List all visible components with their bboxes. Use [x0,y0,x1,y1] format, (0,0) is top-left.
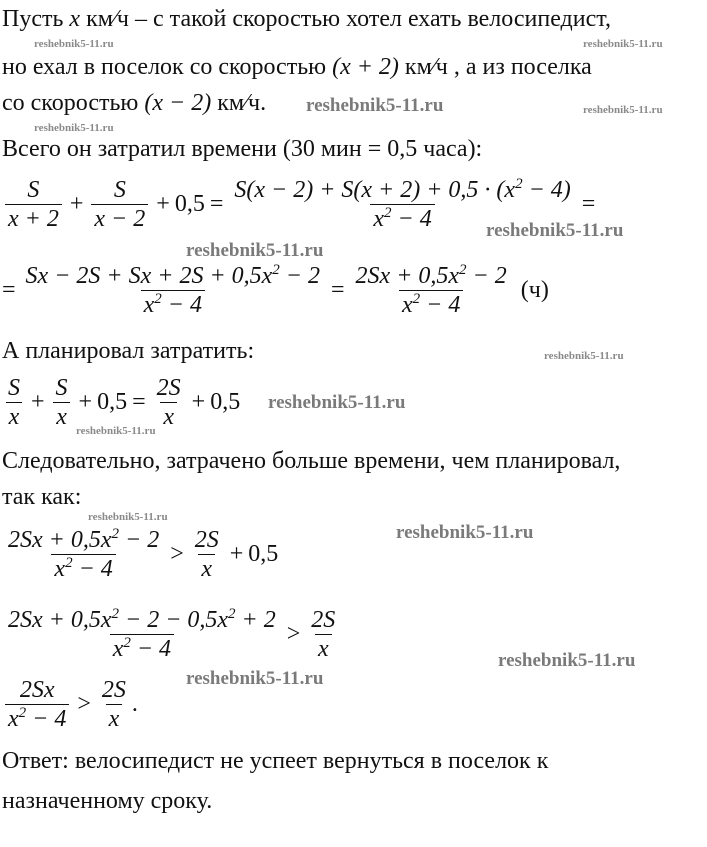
watermark-text: reshebnik5-11.ru [34,122,114,134]
watermark-text: reshebnik5-11.ru [306,95,444,116]
text-line-3: со скоростью (x − 2) км⁄ч. [2,90,267,116]
watermark-text: reshebnik5-11.ru [498,650,636,671]
fraction: $\frac{2Sx + 0,5x^2 - 2}{x^2 - 4}$ [8,526,160,582]
answer-line-2: назначенному сроку. [2,788,213,814]
fraction: $\frac{S}{x}$ [5,374,23,431]
watermark-text: reshebnik5-11.ru [76,425,156,437]
inequality-1: $\frac{2Sx + 0,5x^2 - 2}{x^2 - 4}$ > $\frac{2S}{x}$ + 0,5 [2,526,278,583]
inequality-2: $\frac{2Sx + 0,5x^2 - 2 - 0,5x^2 + 2}{x^2 - 4}$ > $\frac{2S}{x}$ [2,606,341,663]
watermark-text: reshebnik5-11.ru [583,38,663,50]
watermark-text: reshebnik5-11.ru [486,220,624,241]
text-line-2: но ехал в поселок со скоростью (x + 2) км⁄ч , а из поселка [2,54,592,80]
fraction: $\frac{2S}{x}$ [101,677,126,732]
fraction: $\frac{2S}{x}$ [194,527,219,582]
answer-line-1: Ответ: велосипедист не успеет вернуться в поселок к [2,748,549,774]
text-line-1: Пусть x км⁄ч – с такой скоростью хотел ехать велосипедист, [2,6,611,32]
watermark-text: reshebnik5-11.ru [583,104,663,116]
fraction: $\frac{S}{x}$ [53,374,71,431]
fraction: $\frac{S}{x - 2}$ [91,176,148,233]
equation-time-simplified: = $\frac{Sx - 2S + Sx + 2S + 0,5x^2 - 2}{x^2 - 4}$ = $\frac{2Sx + 0,5x^2 - 2}{x^2 - 4}$ (ч) [2,262,549,318]
inequality-3: $\frac{2Sx}{x^2 - 4}$ > $\frac{2S}{x}$ . [2,676,138,733]
fraction: $\frac{2S}{x}$ [156,375,181,430]
fraction: $\frac{2Sx + 0,5x^2 - 2 - 0,5x^2 + 2}{x^2 - 4}$ [8,606,276,662]
text-line-6: Следовательно, затрачено больше времени, чем планировал, [2,448,621,474]
watermark-text: reshebnik5-11.ru [544,350,624,362]
fraction: $\frac{2Sx + 0,5x^2 - 2}{x^2 - 4}$ [355,262,507,318]
fraction: $\frac{S(x - 2) + S(x + 2) + 0,5 \cdot (x^2 - 4)}{x^2 - 4}$ [234,176,571,232]
equation-time-actual: $\frac{S}{x + 2}$ + $\frac{S}{x - 2}$ + 0,5 = $\frac{S(x - 2) + S(x + 2) + 0,5 \cdot (x^2 - 4)}{x^2 - 4}$ = [2,176,600,233]
text-line-7: так как: [2,484,82,510]
equation-time-planned: $\frac{S}{x}$ + $\frac{S}{x}$ + 0,5 = $\frac{2S}{x}$ + 0,5 [2,374,240,431]
fraction: $\frac{S}{x + 2}$ [5,176,62,233]
text-line-5: А планировал затратить: [2,338,255,364]
fraction: $\frac{Sx - 2S + Sx + 2S + 0,5x^2 - 2}{x^2 - 4}$ [25,262,320,318]
watermark-text: reshebnik5-11.ru [396,522,534,543]
watermark-text: reshebnik5-11.ru [88,511,168,523]
text-line-4: Всего он затратил времени (30 мин = 0,5 часа): [2,136,483,162]
fraction: $\frac{2S}{x}$ [311,607,336,662]
watermark-text: reshebnik5-11.ru [34,38,114,50]
watermark-text: reshebnik5-11.ru [186,240,324,261]
watermark-text: reshebnik5-11.ru [186,668,324,689]
fraction: $\frac{2Sx}{x^2 - 4}$ [5,676,69,733]
watermark-text: reshebnik5-11.ru [268,392,406,413]
